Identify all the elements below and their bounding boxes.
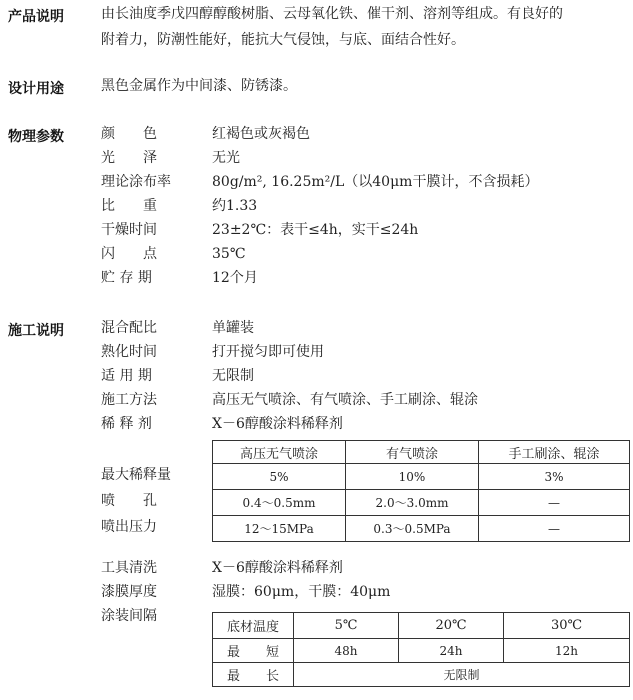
- app-label: 适 用 期: [101, 368, 152, 384]
- table-header-cell: 30℃: [504, 613, 630, 639]
- product-description-line-2: 附着力，防潮性能好，能抗大气侵蚀，与底、面结合性好。: [101, 32, 465, 48]
- heading-physical-parameters: 物理参数: [8, 129, 64, 145]
- design-use-text: 黑色金属作为中间漆、防锈漆。: [101, 78, 297, 94]
- app-value: 湿膜：60μm，干膜：40μm: [212, 584, 391, 600]
- app-label: 工具清洗: [101, 560, 157, 576]
- table-cell: 24h: [399, 639, 504, 663]
- param-label: 颜 色: [101, 126, 157, 142]
- recoat-interval-table: [212, 612, 630, 687]
- table-cell: 0.3～0.5MPa: [346, 516, 479, 542]
- app-label: 施工方法: [101, 392, 157, 408]
- table-row: [213, 663, 630, 687]
- app-value: 单罐装: [212, 320, 254, 336]
- app-value: 打开搅匀即可使用: [212, 344, 324, 360]
- spray-row-label-pressure: 喷出压力: [101, 519, 157, 535]
- table-header-cell: 20℃: [399, 613, 504, 639]
- product-description-line-1: 由长油度季戊四醇醇酸树脂、云母氧化铁、催干剂、溶剂等组成。有良好的: [101, 6, 563, 22]
- param-value: 12个月: [212, 270, 258, 286]
- param-label: 理论涂布率: [101, 174, 171, 190]
- app-label: 稀 释 剂: [101, 416, 152, 432]
- table-row: [213, 490, 630, 516]
- table-cell: 最 短: [213, 639, 294, 663]
- param-label: 比 重: [101, 198, 157, 214]
- table-cell: 2.0～3.0mm: [346, 490, 479, 516]
- table-cell: 48h: [294, 639, 399, 663]
- table-cell: 0.4～0.5mm: [213, 490, 346, 516]
- param-value: 红褐色或灰褐色: [212, 126, 310, 142]
- table-cell: 最 长: [213, 663, 294, 687]
- table-header-cell: 高压无气喷涂: [213, 441, 346, 464]
- table-cell: 12h: [504, 639, 630, 663]
- param-value: 约1.33: [212, 198, 258, 214]
- heading-product-description: 产品说明: [8, 9, 64, 25]
- param-label: 贮 存 期: [101, 270, 152, 286]
- table-header-cell: 手工刷涂、辊涂: [479, 441, 630, 464]
- heading-design-use: 设计用途: [8, 81, 64, 97]
- param-value: 无光: [212, 150, 240, 166]
- param-value: 80g/m², 16.25m²/L（以40μm干膜计，不含损耗）: [212, 174, 539, 190]
- table-header-cell: 底材温度: [213, 613, 294, 639]
- table-cell: —: [479, 490, 630, 516]
- table-cell: 5%: [213, 464, 346, 490]
- table-header-cell: 5℃: [294, 613, 399, 639]
- table-row: [213, 516, 630, 542]
- spray-row-label-nozzle: 喷 孔: [101, 493, 157, 509]
- app-label: 漆膜厚度: [101, 584, 157, 600]
- app-value: X－6醇酸涂料稀释剂: [212, 416, 343, 432]
- heading-application: 施工说明: [8, 323, 64, 339]
- app-value: 高压无气喷涂、有气喷涂、手工刷涂、辊涂: [212, 392, 478, 408]
- table-cell: 无限制: [294, 663, 630, 687]
- table-header-cell: 有气喷涂: [346, 441, 479, 464]
- app-value: X－6醇酸涂料稀释剂: [212, 560, 343, 576]
- table-cell: 3%: [479, 464, 630, 490]
- table-cell: —: [479, 516, 630, 542]
- param-label: 光 泽: [101, 150, 157, 166]
- param-value: 23±2℃：表干≤4h，实干≤24h: [212, 222, 419, 238]
- table-header-row: [213, 441, 630, 464]
- table-cell: 10%: [346, 464, 479, 490]
- app-label: 混合配比: [101, 320, 157, 336]
- app-value: 无限制: [212, 368, 254, 384]
- param-label: 干燥时间: [101, 222, 157, 238]
- param-label: 闪 点: [101, 246, 157, 262]
- param-value: 35℃: [212, 246, 246, 262]
- table-header-row: [213, 613, 630, 639]
- spray-parameters-table: [212, 440, 630, 542]
- table-cell: 12～15MPa: [213, 516, 346, 542]
- app-label: 涂装间隔: [101, 608, 157, 624]
- table-row: [213, 639, 630, 663]
- spray-row-label-max-thinning: 最大稀释量: [101, 467, 171, 483]
- table-row: [213, 464, 630, 490]
- app-label: 熟化时间: [101, 344, 157, 360]
